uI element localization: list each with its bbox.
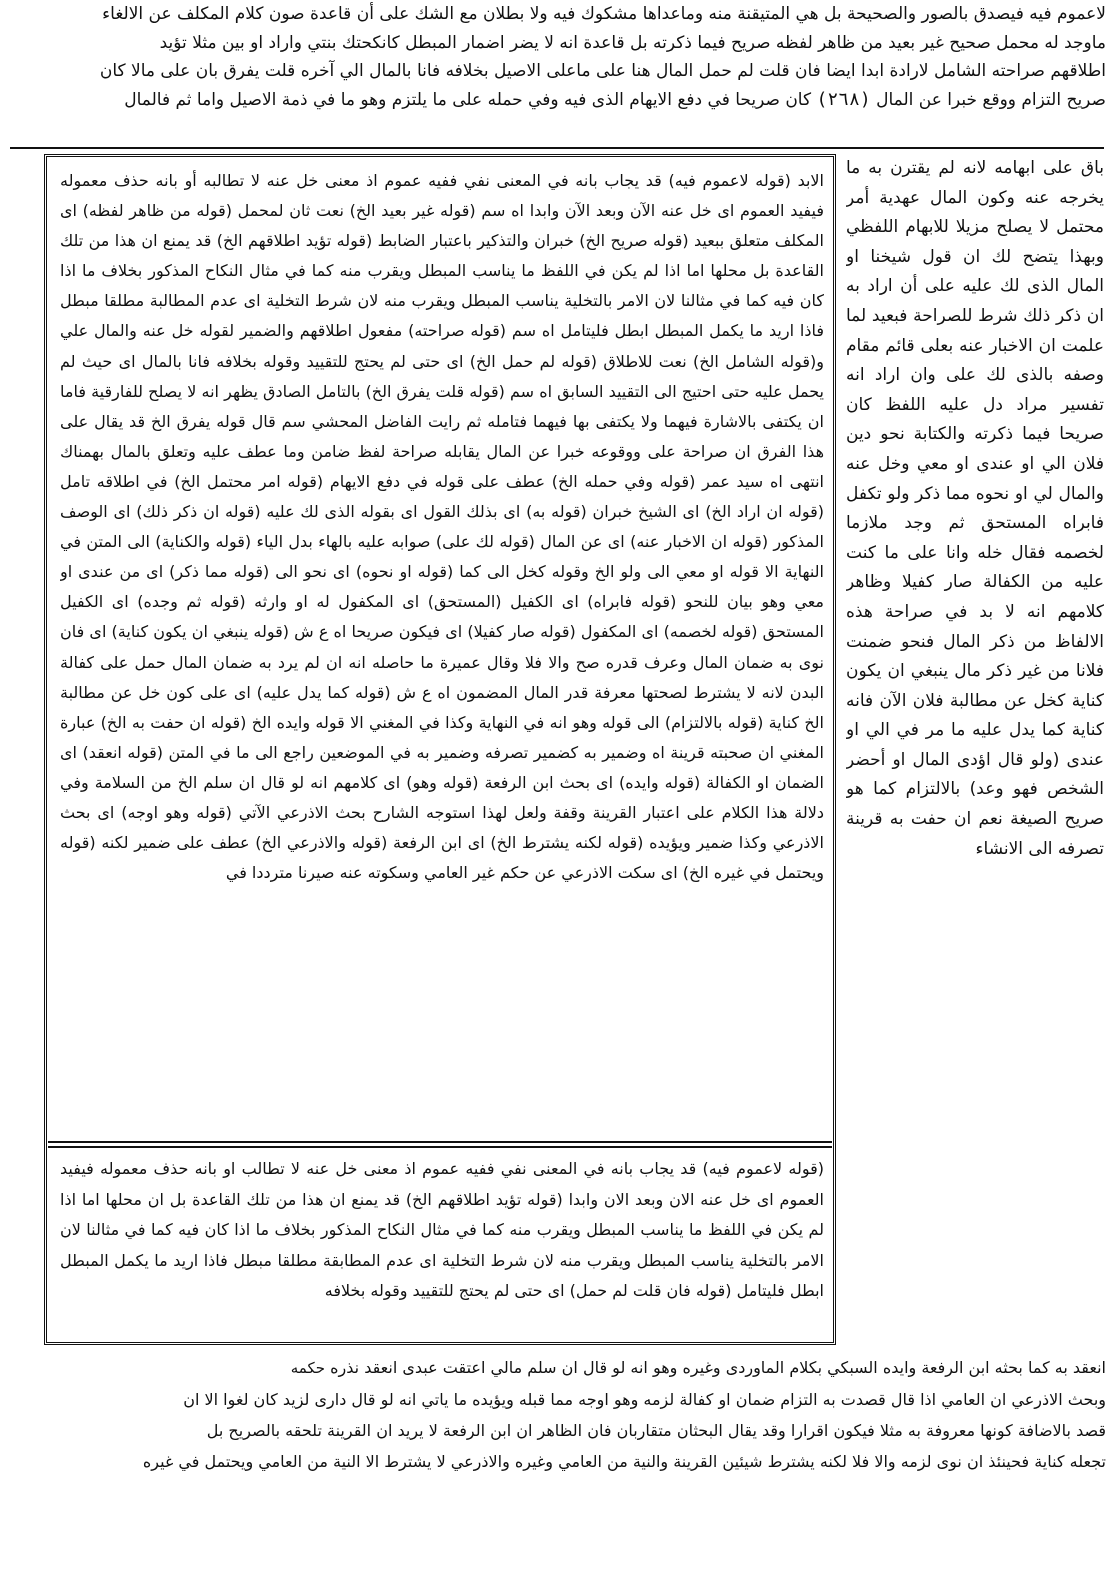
catchword: حكمه xyxy=(290,1359,326,1377)
top-matn-block xyxy=(8,0,1106,146)
matn-line: اطلاقهم صراحته الشامل لارادة ابدا ايضا فان قلت لم حمل المال هنا على ماعلى الاصيل بخلافه فانا بالمال الي آخره قلت يفرق بان على مالا كان xyxy=(99,61,1106,81)
page-number: (٢٦٨) xyxy=(816,88,871,110)
matn-line: لاعموم فيه فيصدق بالصور والصحيحة بل هي المتيقنة منه وماعداها مشكوك فيه ولا بطلان مع الشك على أن قاعدة صون كلام المكلف عن الالغاء xyxy=(102,4,1106,24)
bottom-line: تجعله كناية فحينئذ ان نوى لزمه والا فلا لكنه يشترط شيئين القرينة والنية من العامي وغيره والاذرعي لا يشترط الا النية من العامي ويحتمل في غيره xyxy=(142,1452,1106,1471)
matn-line-with-page-number xyxy=(8,86,1106,115)
matn-line: ماوجد له محمل صحيح غير بعيد من ظاهر لفظه صريح فيما ذكرته بل قاعدة انه لا يضر اضمار المبطل كانكحتك بنتي واراد او بين مثلا تؤيد xyxy=(159,32,1106,53)
matn-line-right: صريح التزام ووقع خبرا عن المال xyxy=(876,89,1106,110)
bottom-line-text: انعقد به كما بحثه ابن الرفعة وايده السبكي بكلام الماوردى وغيره وهو انه لو قال ان سلم مالي اعتقت عبدى انعقد نذره xyxy=(330,1358,1106,1377)
margin-commentary xyxy=(846,154,1104,1344)
section-divider xyxy=(48,1141,832,1148)
bottom-line xyxy=(70,1352,1106,1384)
matn-line-left: كان صريحا في دفع الايهام الذى فيه وفي حمله على ما يلتزم وهو ما في ذمة الاصيل واما ثم فالمال xyxy=(124,89,812,110)
main-commentary xyxy=(60,166,824,1132)
main-commentary-text: الابد (قوله لاعموم فيه) قد يجاب بانه في المعنى نفي ففيه عموم اذ معنى خل عنه لا تطالبه أو بانه حذف معموله فيفيد العموم اى خل عنه الآن وبعد الآن وابدا اه سم (قوله غير بعيد الخ) نعت ثان لمحمل (قوله من ظاهر لفظه) اى المكلف متعلق ببعيد (قوله صريح الخ) خبران والتذكير باعتبار الضابط (قوله تؤيد اطلاقهم الخ) قد يمنع ان هذا من تلك القاعدة بل محلها اما اذا لم يكن في اللفظ ما يناسب المبطل ويقرب منه كما في مثال النكاح المذكور بخلاف ما اذا كان فيه كما في مثالنا لان الامر بالتخلية يناسب المبطل ويقرب منه لان شرط التخلية اى عدم المطالبة مطلقا مبطل فاذا اريد ما يكمل المبطل ابطل فليتامل اه سم (قوله صراحته) مفعول اطلاقهم والضمير لقوله خل عنه والمال علي و(قوله الشامل الخ) نعت للاطلاق (قوله لم حمل الخ) اى حتى لم يحتج للتقييد وقوله بخلافه فانا بالمال اى حيث لم يحمل عليه حتى احتيج الى التقييد السابق اه سم (قوله قلت يفرق الخ) بالتامل الصادق يظهر انه لا يصلح للفارقية فاما ان يكتفى بالاشارة فيهما ولا يكتفى بها فيهما فتامله ثم رايت الفاضل المحشي سم قال قوله يفرق الخ قد يقال على هذا الفرق ان صراحة على ووقوعه خبرا عن المال يقابله صراحة لفظ ضامن وما عطف عليه وتعلق بالمال بهمناك انتهى اه سيد عمر (قوله وفي حمله الخ) عطف على قوله في دفع الايهام (قوله امر محتمل الخ) في اطلاقه تامل (قوله ان اراد الخ) اى الشيخ خبران (قوله به) اى بذلك القول اى بقوله الذى لك عليه (قوله ان ذكر ذلك) اى الوصف المذكور (قوله ان الاخبار عنه) اى عن المال (قوله لك على) صوابه عليه بالهاء بدل الياء (قوله والكناية) الى المتن في النهاية الا قوله او معي الى ولو الخ وقوله كخل الى كما (قوله او نحوه) اى نحو الى (قوله مما ذكر) اى من عندى او معي وهو بيان للنحو (قوله فابراه) اى الكفيل (المستحق) اى المكفول له او وارثه (قوله ثم وجده) اى الكفيل المستحق (قوله لخصمه) اى المكفول (قوله صار كفيلا) اى فيكون صريحا اه ع ش (قوله ينبغي ان يكون كناية) اى فان نوى به ضمان المال وعرف قدره صح والا فلا وقال عميرة ما حاصله انه ان لم يرد به ضمان المال حمل على كفالة البدن لانه لا يشترط لصحتها معرفة قدر المال المضمون اه ع ش (قوله كما يدل عليه) اى على كون خل عن مطالبة الخ كناية (قوله بالالتزام) الى قوله وهو انه في النهاية وكذا في المغني الا قوله وايده الخ (قوله ان حفت به الخ) عبارة المغني ان صحبته قرينة اه وضمير به كضمير تصرفه وضمير به في الموضعين راجع الى ما في المتن (قوله انعقد) اى الضمان او الكفالة (قوله وايده) اى بحث ابن الرفعة (قوله وهو) اى كلامهم انه لو قال ان سلم الخ من السلامة وفي دلالة هذا الكلام على اعتبار القرينة وقفة ولعل لهذا استوجه الشارح بحث الاذرعي الآتي (قوله وهو اوجه) اى بحث الاذرعي وكذا ضمير ويؤيده (قوله لكنه يشترط الخ) اى ابن الرفعة (قوله والاذرعي الخ) عطف على ضمير لكنه (قوله ويحتمل في غيره الخ) اى سكت الاذرعي عن حكم غير العامي وسكوته عنه صيرنا مترددا في xyxy=(60,171,824,883)
bottom-line: قصد بالاضافة كونها معروفة به مثلا فيكون اقرارا وقد يقال البحثان متقاربان فان الظاهر ان ابن الرفعة لا يريد ان القرينة تلحقه بالصريح بل xyxy=(206,1421,1106,1440)
bottom-line: وبحث الاذرعي ان العامي اذا قال قصدت به التزام ضمان او كفالة لزمه وهو اوجه مما قبله ويؤيده ما ياتي انه لو قال دارى لزيد كان لغوا الا ان xyxy=(183,1390,1106,1409)
margin-text: باق على ابهامه لانه لم يقترن به ما يخرجه عنه وكون المال عهدية أمر محتمل لا يصلح مزيلا للابهام اللفظي وبهذا يتضح لك ان قول شيخنا او المال الذى لك عليه على أن اراد به ان ذكر ذلك شرط للصراحة فبعيد لما علمت ان الاخبار عنه بعلى قائم مقام وصفه بالذى لك على وان اراد انه تفسير مراد دل عليه اللفظ كان صريحا فيما ذكرته والكتابة نحو دين فلان الي او عندى او معي وخل عنه والمال لي او نحوه مما ذكر ولو تكفل فابراه المستحق ثم وجد ملازما لخصمه فقال خله وانا على ما كنت عليه من الكفالة صار كفيلا وظاهر كلامهم انه لا بد في صراحة هذه الالفاظ من ذكر المال فنحو ضمنت فلانا من غير ذكر مال ينبغي ان يكون كناية كخل عن مطالبة فلان الآن فانه كناية كما يدل عليه ما مر في الي او عندى (ولو قال اؤدى المال او أحضر الشخص فهو وعد) بالالتزام كما هو صريح الصيغة نعم ان حفت به قرينة تصرفه الى الانشاء xyxy=(846,158,1104,859)
bottom-matn-block xyxy=(70,1352,1106,1568)
lower-commentary xyxy=(60,1154,824,1340)
lower-commentary-text: (قوله لاعموم فيه) قد يجاب بانه في المعنى نفي ففيه عموم اذ معنى خل عنه لا تطالب او بانه حذف معموله فيفيد العموم اى خل عنه الان وبعد الان وابدا (قوله تؤيد اطلاقهم الخ) قد يمنع ان هذا من تلك القاعدة بل ان محلها اما اذا لم يكن في اللفظ ما يناسب المبطل ويقرب منه كما في مثال النكاح المذكور بخلاف ما اذا كان فيه كما في مثالنا لان الامر بالتخلية يناسب المبطل ويقرب منه لان شرط التخلية اى عدم المطابقة مطلقا مبطل فاذا اريد ما يكمل المبطل ابطل فليتامل (قوله فان قلت لم حمل) اى حتى لم يحتج للتقييد وقوله بخلافه xyxy=(60,1159,824,1300)
header-divider xyxy=(10,147,1104,149)
